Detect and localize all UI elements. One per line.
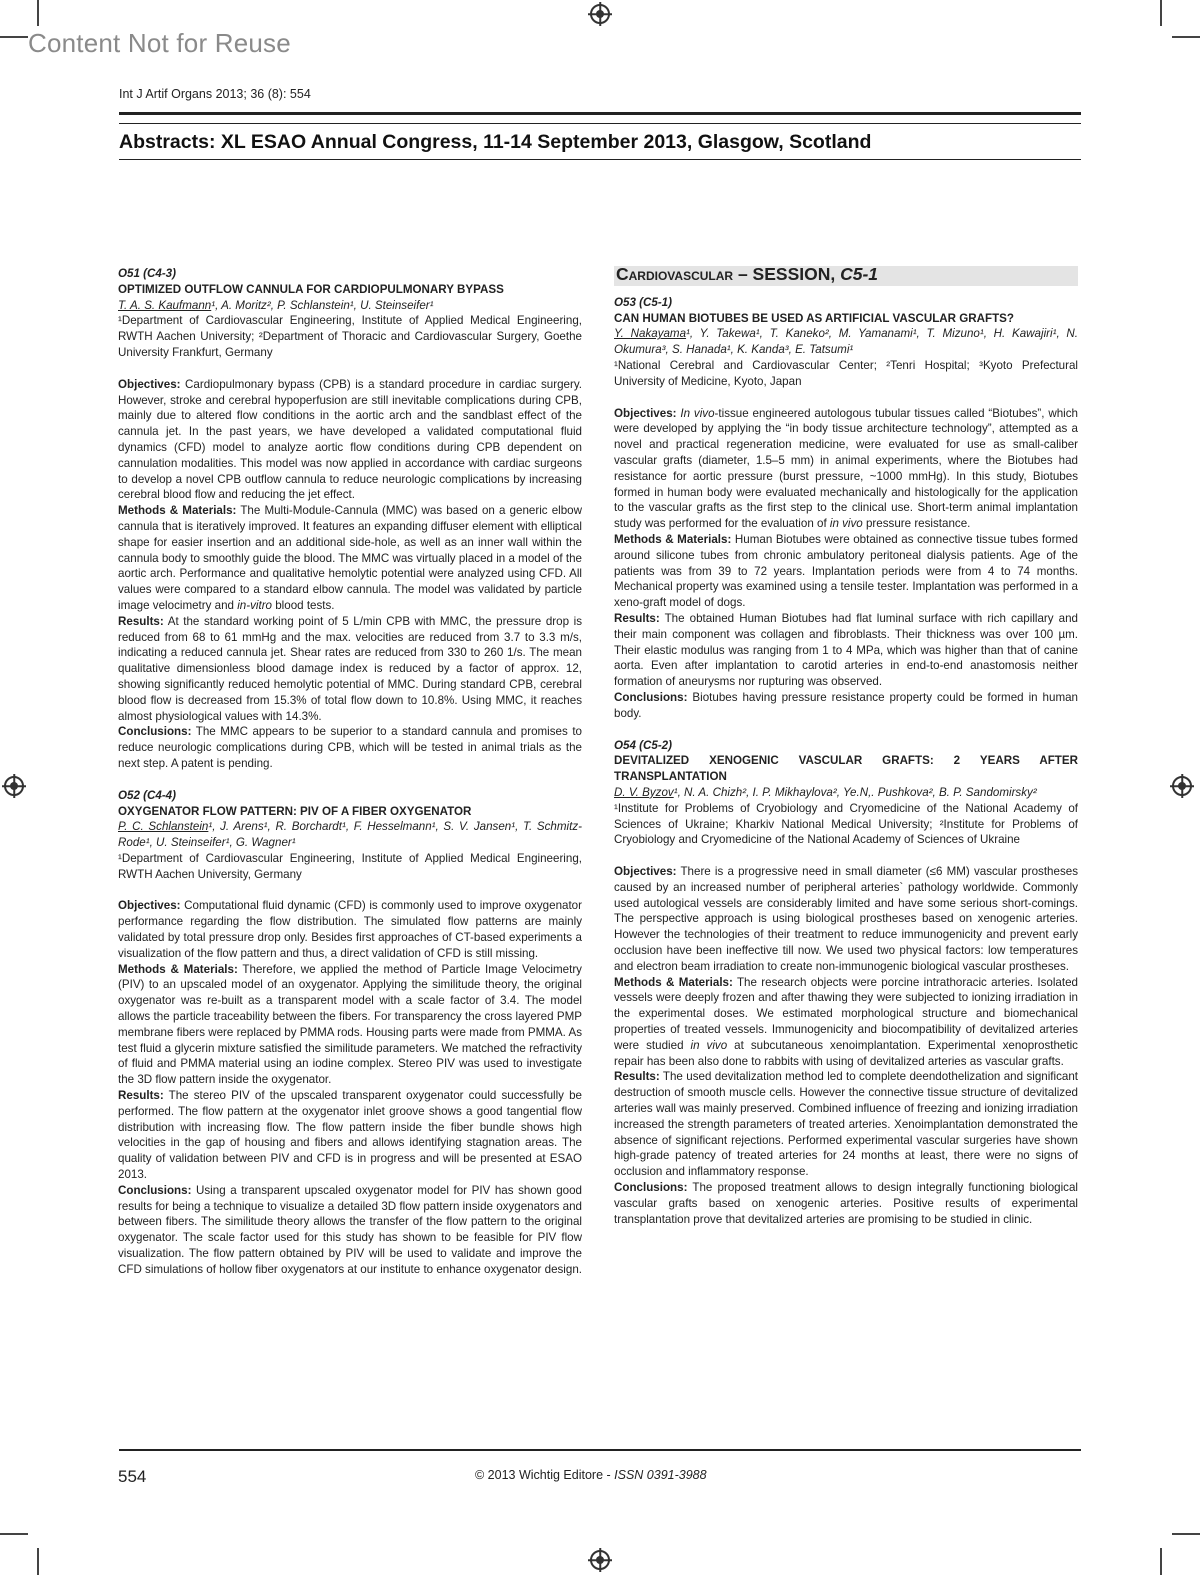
affiliations: ¹Department of Cardiovascular Engineering, Institute of Applied Medical Engineering, RWTH Aachen University; ²Department of Thoracic and Cardiovascular Surgery, Goethe University Frankfurt, Germany bbox=[118, 314, 582, 359]
presenting-author: Y. Nakayama bbox=[614, 327, 687, 341]
author-list bbox=[118, 298, 582, 314]
abstract-title: OPTIMIZED OUTFLOW CANNULA FOR CARDIOPULMONARY BYPASS bbox=[118, 282, 504, 296]
objectives-paragraph bbox=[118, 377, 582, 503]
abstract-id: O52 (C4-4) bbox=[118, 788, 176, 802]
issn: ISSN 0391-3988 bbox=[614, 1468, 707, 1482]
results-paragraph bbox=[118, 614, 582, 725]
abstract-o51 bbox=[118, 266, 582, 772]
author-list bbox=[614, 785, 1078, 801]
section-label: Objectives: bbox=[614, 865, 677, 879]
crop-mark bbox=[1160, 0, 1162, 26]
results-paragraph bbox=[118, 1088, 582, 1183]
copyright-text: © 2013 Wichtig Editore - bbox=[475, 1468, 615, 1482]
objectives-italic: in vivo bbox=[829, 517, 863, 531]
affiliations: ¹National Cerebral and Cardiovascular Center; ²Tenri Hospital; ³Kyoto Prefectural University of Medicine, Kyoto, Japan bbox=[614, 358, 1078, 388]
co-authors: ¹, N. A. Chizh², I. P. Mikhaylova², Ye.N,. Pushkova², B. P. Sandomirsky² bbox=[673, 785, 1037, 799]
objectives-text: -tissue engineered autologous tubular tissues called “Biotubes”, which were developed by applying the “in body tissue architecture technology”, attempted as a novel and practical regeneration medicine, were evaluated for use as small-caliber vascular grafts (diameter, 1.5–5 mm) in animal experiments, where the Biotubes had resistance for aortic pressure (burst pressure, ~1000 mmHg). In this study, Biotubes formed in human body were evaluated mechanically and histologically for the application to the vascular grafts as the first step to the clinical use. Short-term animal implantation study was performed for the evaluation of bbox=[614, 406, 1078, 531]
section-label: Methods & Materials: bbox=[614, 532, 732, 546]
abstract-o53 bbox=[614, 295, 1078, 722]
session-header-part: Cardiovascular bbox=[616, 264, 734, 284]
section-label: Conclusions: bbox=[614, 1181, 688, 1195]
header-rule bbox=[119, 123, 1081, 124]
header-rule-thick bbox=[119, 112, 1081, 115]
methods-text-end: at subcutaneous xenoimplantation. Experimental xenoprosthetic repair has been also done to rabbits with using of devitalized arteries as vascular grafts. bbox=[614, 1038, 1078, 1068]
co-authors: ¹, A. Moritz², P. Schlanstein¹, U. Steinseifer¹ bbox=[211, 298, 434, 312]
objectives-text: There is a progressive need in small diameter (≤6 MM) vascular prostheses caused by an increased number of peripheral arteries` pathology worldwide. Commonly used autological vessels are considerably limited and have some serious short-comings. The perspective approach is using biological prostheses based on xenogenic arteries. However the technologies of their treatment to reduce immunogenicity and prevent early occlusion have been ineffective till now. We used two physical factors: low temperatures and electron beam irradiation to create non-immunogenic biological vascular prostheses. bbox=[614, 865, 1078, 973]
methods-text-end: blood tests. bbox=[272, 598, 335, 612]
page-title: Abstracts: XL ESAO Annual Congress, 11-14 September 2013, Glasgow, Scotland bbox=[119, 131, 872, 153]
methods-italic: in vivo bbox=[690, 1038, 728, 1052]
session-header-part: C5-1 bbox=[840, 264, 879, 284]
methods-text: Human Biotubes were obtained as connective tissue tubes formed around silicone tubes from chronic ambulatory peritoneal dialysis patients. Age of the patients was from 39 to 72 years. Implantation periods were from 4 to 74 months. Mechanical property was examined using a tensile tester. Implantation was performed in a xeno-graft model of dogs. bbox=[614, 532, 1078, 610]
abstract-o54 bbox=[614, 738, 1078, 1228]
abstract-title: DEVITALIZED XENOGENIC VASCULAR GRAFTS: 2 YEARS AFTER TRANSPLANTATION bbox=[614, 754, 1078, 784]
results-text: The obtained Human Biotubes had flat luminal surface with rich capillary and their main component was collagen and fibroblasts. Their thickness was over 100 µm. Their elastic modulus was ranging from 1 to 4 MPa, which was higher than that of canine aorta. Even after implantation to carotid arteries in end-to-end anastomosis neither formation of aneurysms nor rupturing was observed. bbox=[614, 611, 1078, 689]
title-underline bbox=[119, 159, 1081, 160]
presenting-author: P. C. Schlanstein bbox=[118, 820, 209, 834]
abstract-id: O53 (C5-1) bbox=[614, 295, 672, 309]
abstract-o52 bbox=[118, 788, 582, 1278]
author-list bbox=[614, 326, 1078, 358]
section-label: Results: bbox=[614, 1070, 660, 1084]
crop-mark bbox=[0, 1533, 28, 1535]
section-label: Objectives: bbox=[118, 377, 181, 391]
methods-paragraph bbox=[118, 503, 582, 614]
results-text: At the standard working point of 5 L/min CPB with MMC, the pressure drop is reduced from 68 to 61 mmHg and the max. velocities are reduced from 3.7 to 3.3 m/s, indicating a reduced cannula jet. Shear rates are reduced from 330 to 260 1/s. The mean qualitative dimensionless blood damage index is reduced by a factor of approx. 12, showing significantly reduced hemolytic potential of MMC. During standard CPB, cerebral blood flow is decreased from 15.3% of total flow down to 10.8%. Using MMC, it reaches almost physiological values with 14.3%. bbox=[118, 614, 582, 723]
methods-paragraph bbox=[614, 975, 1078, 1070]
section-label: Methods & Materials: bbox=[614, 975, 733, 989]
crop-mark bbox=[1172, 36, 1200, 38]
section-label: Methods & Materials: bbox=[118, 962, 238, 976]
section-label: Objectives: bbox=[118, 899, 181, 913]
session-header-part: – SESSION, bbox=[733, 264, 841, 284]
presenting-author: D. V. Byzov bbox=[614, 785, 674, 799]
copyright-line bbox=[475, 1468, 707, 1482]
methods-text: Therefore, we applied the method of Particle Image Velocimetry (PIV) to an upscaled model of an oxygenator. Applying the similitude theory, the original oxygenator was re-built as a transparent model with a scale factor of 3.4. The model allows the particle traceability between the fibers. For transparency the cross layered PMP membrane fibers were replaced by PMMA rods. Housing parts were made from PMMA. As test fluid a glycerin mixture satisfied the similitude parameters. We matched the refractivity of fluid and PMMA material using an iodine complex. Stereo PIV was used to investigate the 3D flow pattern inside the oxygenator. bbox=[118, 962, 582, 1087]
section-label: Results: bbox=[118, 614, 164, 628]
methods-text: The research objects were porcine intrathoracic arteries. Isolated vessels were deeply frozen and after thawing they were subjected to ionizing irradiation in the experimental doses. We estimated morphological structure and biomechanical properties of treated vessels. Immunogenicity and biocompatibility of devitalized arteries were studied bbox=[614, 975, 1078, 1052]
abstract-title: OXYGENATOR FLOW PATTERN: PIV OF A FIBER OXYGENATOR bbox=[118, 804, 472, 818]
methods-italic: in-vitro bbox=[237, 598, 273, 612]
section-label: Results: bbox=[614, 611, 660, 625]
conclusions-text: The MMC appears to be superior to a standard cannula and promises to reduce neurologic complications during CPB, which will be tested in animal trials as the next step. A patent is pending. bbox=[118, 725, 582, 770]
abstract-id: O54 (C5-2) bbox=[614, 738, 672, 752]
session-header bbox=[614, 266, 1078, 286]
crop-mark bbox=[0, 36, 28, 38]
conclusions-text: Biotubes having pressure resistance property could be formed in human body. bbox=[614, 690, 1078, 720]
objectives-text: Cardiopulmonary bypass (CPB) is a standard procedure in cardiac surgery. However, stroke and cerebral hypoperfusion are still inevitable complications during CPB, mainly due to altered flow conditions in the aortic arch and the sandblast effect of the cannula jet. In the past years, we have developed a validated computational fluid dynamics (CFD) model to analyze aortic flow conditions during CPB dependent on cannulation modalities. This model was now applied in accordance with cardiac surgeons to develop a novel CPB outflow cannula to reduce neurologic complications by increasing cerebral blood flow and reducing the jet effect. bbox=[118, 377, 582, 502]
section-label: Conclusions: bbox=[118, 725, 192, 739]
conclusions-paragraph bbox=[118, 1183, 582, 1278]
page-number: 554 bbox=[118, 1467, 147, 1486]
section-label: Methods & Materials: bbox=[118, 504, 237, 518]
abstract-title: CAN HUMAN BIOTUBES BE USED AS ARTIFICIAL VASCULAR GRAFTS? bbox=[614, 311, 1014, 325]
objectives-paragraph bbox=[118, 898, 582, 961]
results-text: The stereo PIV of the upscaled transparent oxygenator could successfully be performed. The flow pattern at the oxygenator inlet groove shows a good tangential flow distribution with increasing flow. The flow pattern inside the fiber bundle shows high velocities in the gap of housing and fibers and allows identifying stagnation areas. The quality of validation between PIV and CFD is in progress and will be presented at ESAO 2013. bbox=[118, 1089, 582, 1182]
watermark: Content Not for Reuse bbox=[28, 28, 291, 58]
affiliations: ¹Department of Cardiovascular Engineering, Institute of Applied Medical Engineering, RWTH Aachen University, Germany bbox=[118, 851, 582, 881]
objectives-text-end: pressure resistance. bbox=[862, 517, 971, 531]
objectives-text: Computational fluid dynamic (CFD) is commonly used to improve oxygenator performance regarding the flow distribution. The simulated flow patterns are mainly validated by total pressure drop only. Besides first approaches of CT-based experiments a visualization of the flow pattern and thus, a direct validation of CFD is still missing. bbox=[118, 899, 582, 960]
abstract-id: O51 (C4-3) bbox=[118, 267, 176, 280]
crop-mark bbox=[37, 0, 39, 26]
section-label: Conclusions: bbox=[118, 1183, 192, 1197]
journal-reference: Int J Artif Organs 2013; 36 (8): 554 bbox=[119, 87, 311, 101]
crop-mark bbox=[37, 1548, 39, 1575]
methods-paragraph bbox=[614, 532, 1078, 611]
crop-mark bbox=[1172, 1533, 1200, 1535]
co-authors: ¹, Y. Takewa¹, T. Kaneko², M. Yamanami¹, T. Mizuno¹, H. Kawajiri¹, N. Okumura³, S. Hanada¹, K. Kanda³, E. Tatsumi¹ bbox=[614, 327, 1078, 357]
objectives-paragraph bbox=[614, 406, 1078, 532]
registration-mark-icon bbox=[590, 1550, 610, 1570]
section-label: Results: bbox=[118, 1089, 164, 1103]
results-text: The used devitalization method led to complete deendothelization and significant destruction of smooth muscle cells. However the connective tissue structure of devitalized arteries wall was mainly preserved. Combined influence of freezing and ionizing irradiation increased the strength parameters of treated arteries. Xenoimplantation demonstrated the absence of significant rejections. Performed experimental vascular surgeries have shown high-grade patency of treated arteries for 24 months at least, there were no signs of occlusion and inflammatory response. bbox=[614, 1070, 1078, 1179]
methods-text: The Multi-Module-Cannula (MMC) was based on a generic elbow cannula that is iteratively improved. It features an expanding diffuser element with elliptical shape for easier insertion and an additional side-hole, as well as an inner wall within the cannula body to smoothly guide the blood. The MMC was virtually placed in a model of the aortic arch. Performance and qualitative hemolytic potential were analyzed using CFD. All values were compared to a standard elbow cannula. The model was validated by particle image velocimetry and bbox=[118, 504, 582, 612]
results-paragraph bbox=[614, 1069, 1078, 1180]
presenting-author: T. A. S. Kaufmann bbox=[118, 298, 212, 312]
methods-paragraph bbox=[118, 962, 582, 1088]
co-authors: ¹, J. Arens¹, R. Borchardt¹, F. Hesselmann¹, S. V. Jansen¹, T. Schmitz-Rode¹, U. Steinseifer¹, G. Wagner¹ bbox=[118, 820, 582, 850]
section-label: Conclusions: bbox=[614, 690, 688, 704]
registration-mark-icon bbox=[4, 776, 24, 796]
conclusions-paragraph bbox=[614, 690, 1078, 722]
right-column bbox=[614, 266, 1078, 1227]
registration-mark-icon bbox=[590, 4, 610, 24]
crop-mark bbox=[1160, 1548, 1162, 1575]
registration-mark-icon bbox=[1172, 776, 1192, 796]
conclusions-text: The proposed treatment allows to design integrally functioning biological vascular grafts based on xenogenic arteries. Positive results of experimental transplantation prove that devitalized arteries are promising to be studied in clinic. bbox=[614, 1181, 1078, 1226]
objectives-italic: In vivo bbox=[676, 406, 715, 420]
conclusions-text: Using a transparent upscaled oxygenator model for PIV has shown good results for being a technique to visualize a detailed 3D flow pattern inside oxygenators and between fibers. The similitude theory allows the transfer of the flow pattern to the original oxygenator. The scale factor used for this study has shown to be feasible for PIV flow visualization. The flow pattern obtained by PIV will be used to validate and improve the CFD simulations of hollow fiber oxygenators at our institute to enhance oxygenator design. bbox=[118, 1183, 583, 1276]
results-paragraph bbox=[614, 611, 1078, 690]
affiliations: ¹Institute for Problems of Cryobiology and Cryomedicine of the National Academy of Sciences of Ukraine; Kharkiv National Medical University; ²Institute for Problems of Cryobiology and Cryomedicine of the National Academy of Sciences of Ukraine bbox=[614, 801, 1078, 847]
author-list bbox=[118, 819, 582, 851]
footer-rule bbox=[119, 1449, 1081, 1451]
conclusions-paragraph bbox=[614, 1180, 1078, 1227]
left-column bbox=[118, 266, 582, 1278]
conclusions-paragraph bbox=[118, 724, 582, 771]
objectives-paragraph bbox=[614, 864, 1078, 975]
section-label: Objectives: bbox=[614, 406, 677, 420]
